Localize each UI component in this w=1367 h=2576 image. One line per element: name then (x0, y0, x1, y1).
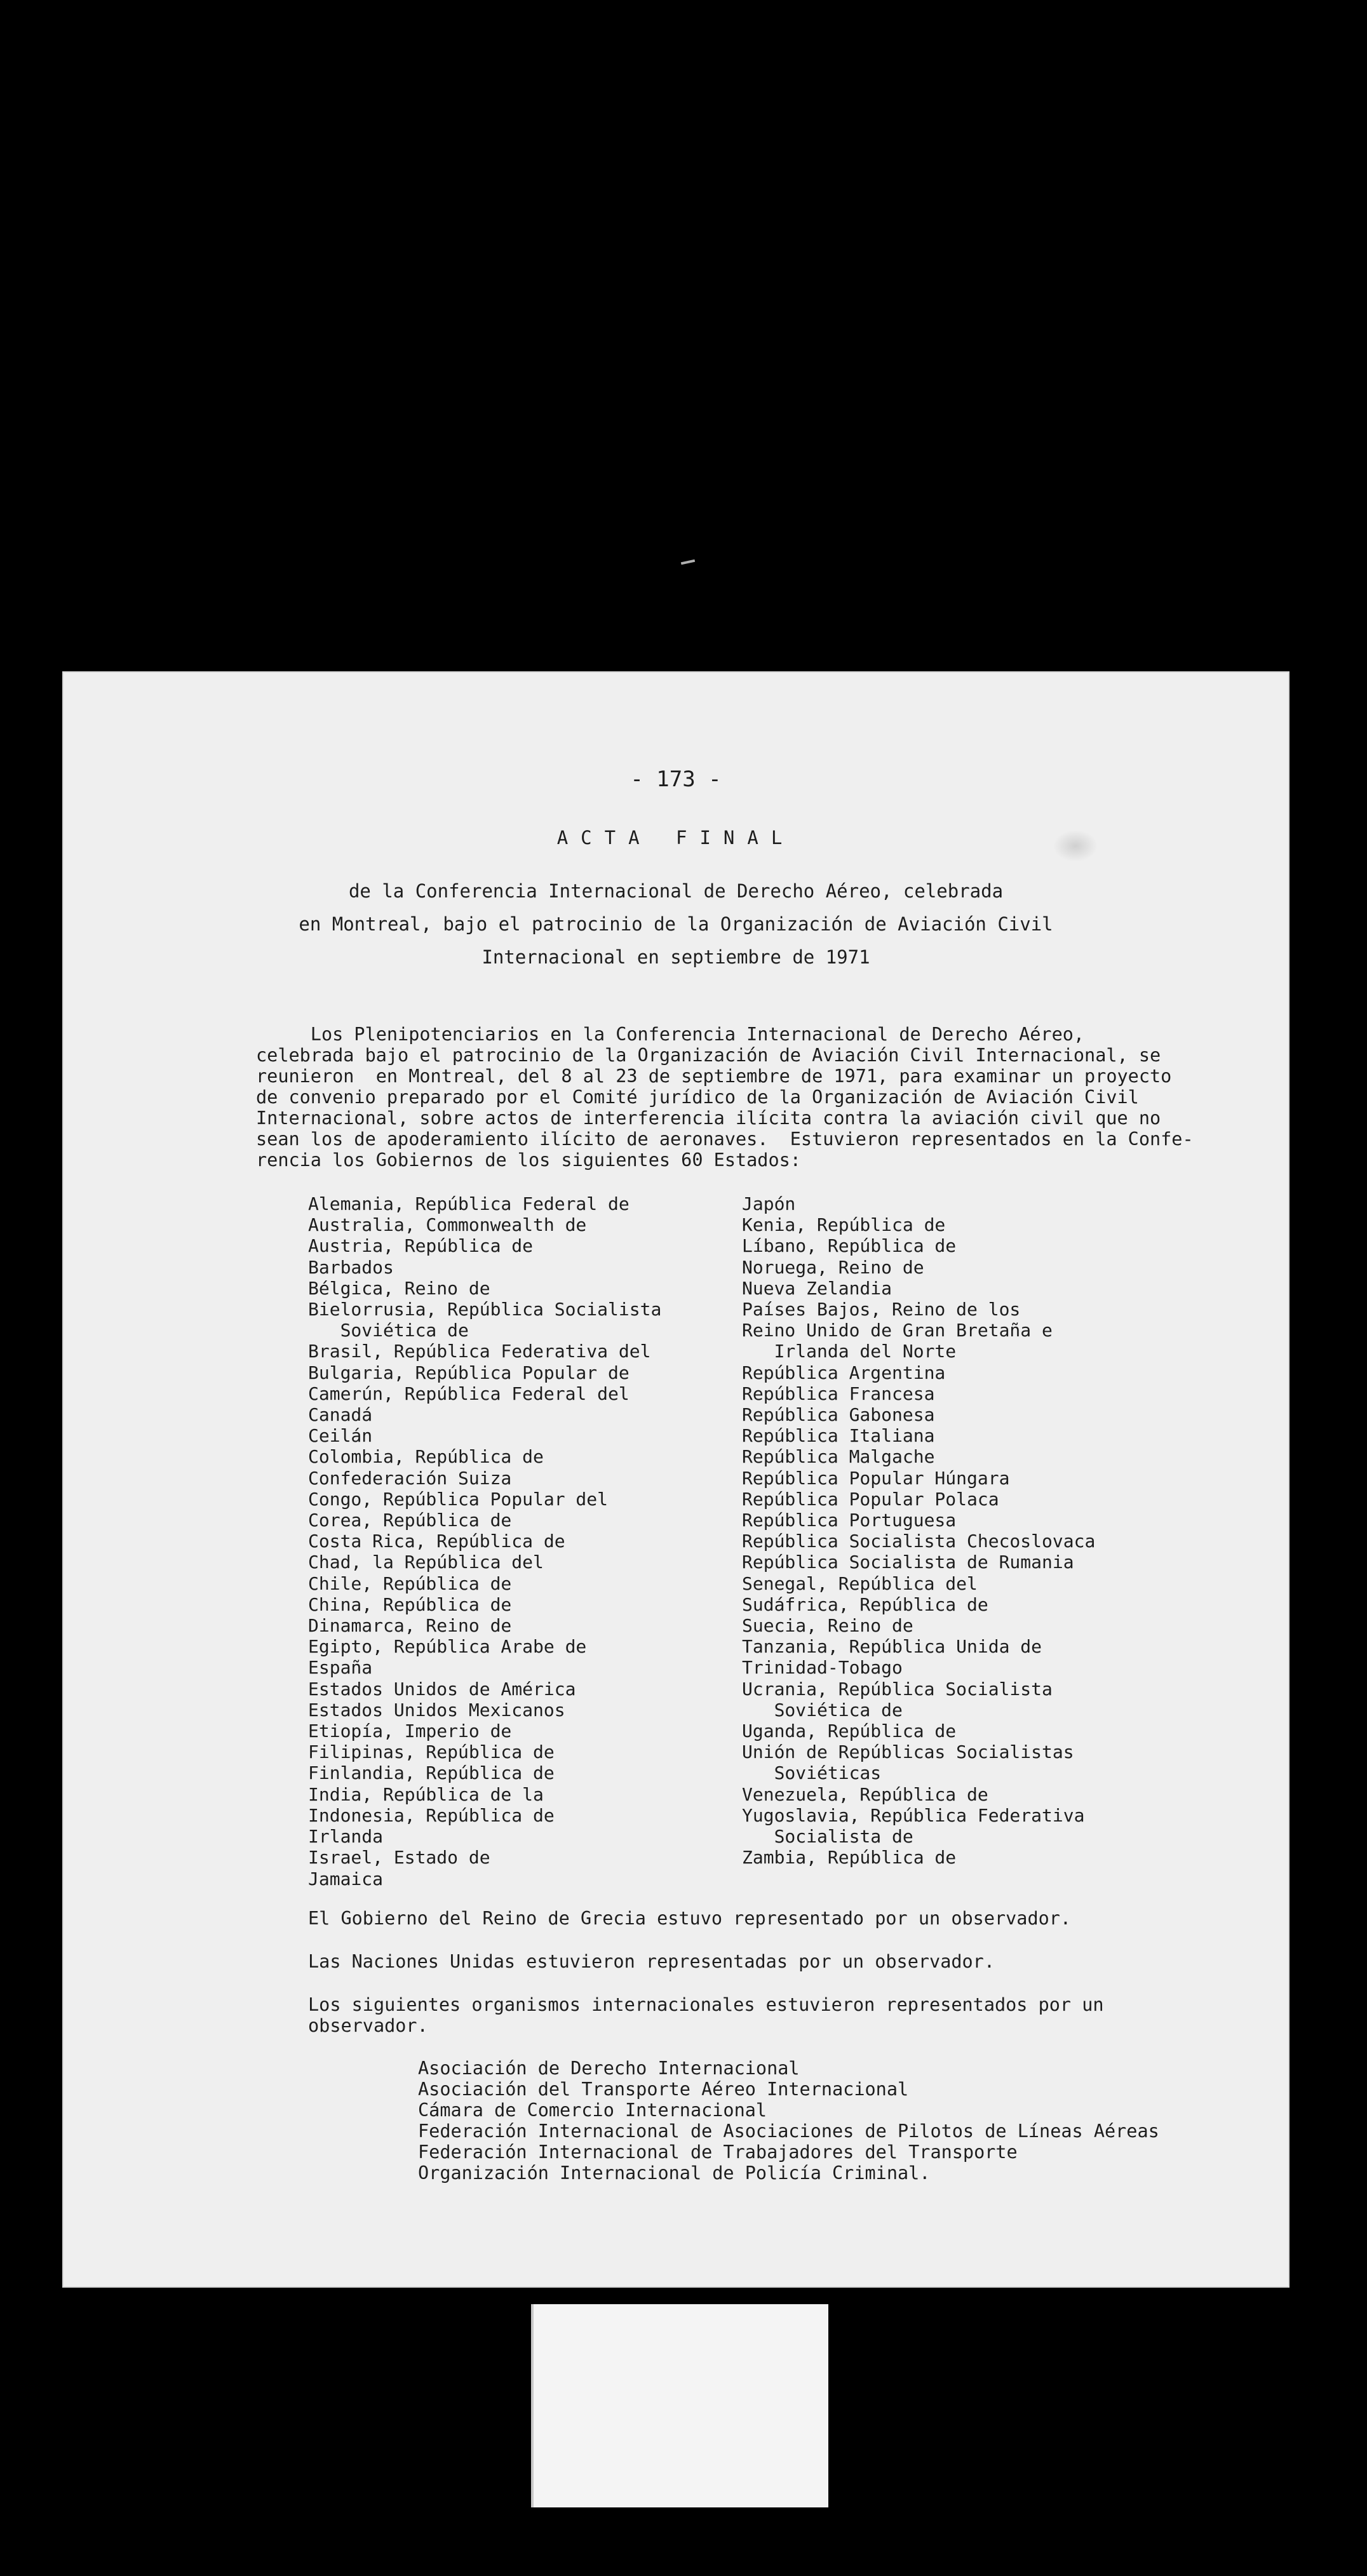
state-entry: Confederación Suiza (308, 1467, 512, 1489)
intro-line: Los Plenipotenciarios en la Conferencia Internacional de Derecho Aéreo, (256, 1024, 1085, 1045)
state-entry: Irlanda del Norte (742, 1341, 957, 1362)
state-entry: Venezuela, República de (742, 1783, 988, 1805)
intro-line: sean los de apoderamiento ilícito de aeronaves. Estuvieron representados en la Confe- (256, 1129, 1194, 1150)
subtitle-line: Internacional en septiembre de 1971 (481, 946, 870, 968)
state-entry: Sudáfrica, República de (742, 1593, 988, 1615)
state-entry: Dinamarca, Reino de (308, 1615, 512, 1637)
subtitle-line: en Montreal, bajo el patrocinio de la Organización de Aviación Civil (299, 913, 1053, 935)
state-entry: Zambia, República de (742, 1847, 957, 1868)
state-entry: Egipto, República Arabe de (308, 1636, 587, 1658)
state-entry: Ceilán (308, 1425, 373, 1447)
state-entry: República Gabonesa (742, 1404, 935, 1426)
page-number: - 173 - (630, 767, 722, 792)
state-entry: Barbados (308, 1256, 394, 1278)
intro-line: reunieron en Montreal, del 8 al 23 de septiembre de 1971, para examinar un proyecto (256, 1066, 1172, 1087)
state-entry: República Francesa (742, 1383, 935, 1404)
state-entry: Colombia, República de (308, 1446, 544, 1468)
organization-entry: Asociación del Transporte Aéreo Internacional (418, 2079, 909, 2100)
state-entry: República Italiana (742, 1425, 935, 1447)
state-entry: Reino Unido de Gran Bretaña e (742, 1320, 1053, 1341)
state-entry: Bielorrusia, República Socialista (308, 1299, 662, 1320)
organization-entry: Cámara de Comercio Internacional (418, 2100, 767, 2121)
state-entry: Socialista de (742, 1826, 913, 1848)
state-entry: Bulgaria, República Popular de (308, 1362, 630, 1383)
state-entry: Canadá (308, 1404, 373, 1426)
state-entry: Suecia, Reino de (742, 1615, 913, 1637)
state-entry: República Popular Húngara (742, 1467, 1010, 1489)
states-list-left (308, 1193, 727, 1889)
blank-target-card (531, 2304, 828, 2507)
state-entry: Brasil, República Federativa del (308, 1341, 651, 1362)
state-entry: República Socialista Checoslovaca (742, 1531, 1096, 1552)
state-entry: Israel, Estado de (308, 1847, 490, 1868)
state-entry: Noruega, Reino de (742, 1256, 924, 1278)
state-entry: Costa Rica, República de (308, 1531, 565, 1552)
state-entry: República Argentina (742, 1362, 946, 1383)
state-entry: España (308, 1657, 373, 1679)
observer-orgs-intro: Los siguientes organismos internacionales estuvieron representados por un observador. (308, 1994, 1104, 2036)
observer-notes (308, 1908, 1223, 2058)
state-entry: Chile, República de (308, 1573, 512, 1594)
state-entry: Senegal, República del (742, 1573, 978, 1594)
state-entry: Soviética de (742, 1699, 903, 1721)
state-entry: Finlandia, República de (308, 1762, 555, 1784)
document-title: ACTA FINAL (556, 827, 795, 849)
state-entry: Estados Unidos Mexicanos (308, 1699, 565, 1721)
observer-un-note: Las Naciones Unidas estuvieron representadas por un observador. (308, 1951, 995, 1972)
organization-entry: Federación Internacional de Trabajadores del Transporte (418, 2142, 1018, 2163)
film-speck (681, 560, 695, 565)
state-entry: Corea, República de (308, 1510, 512, 1531)
state-entry: Soviéticas (742, 1762, 882, 1784)
state-entry: Tanzania, República Unida de (742, 1636, 1042, 1658)
state-entry: India, República de la (308, 1783, 544, 1805)
states-list-right (742, 1193, 1225, 1868)
state-entry: República Socialista de Rumania (742, 1552, 1074, 1573)
state-entry: Bélgica, Reino de (308, 1277, 490, 1299)
state-entry: Filipinas, República de (308, 1741, 555, 1763)
subtitle-line: de la Conferencia Internacional de Derecho Aéreo, celebrada (348, 880, 1004, 902)
state-entry: Países Bajos, Reino de los (742, 1299, 1021, 1320)
state-entry: Líbano, República de (742, 1235, 957, 1257)
observer-greece-note: El Gobierno del Reino de Grecia estuvo representado por un observador. (308, 1908, 1072, 1929)
state-entry: Alemania, República Federal de (308, 1193, 630, 1214)
state-entry: Chad, la República del (308, 1552, 544, 1573)
state-entry: Estados Unidos de América (308, 1678, 576, 1700)
state-entry: Irlanda (308, 1826, 384, 1848)
intro-line: Internacional, sobre actos de interferencia ilícita contra la aviación civil que no (256, 1108, 1161, 1129)
intro-paragraph (256, 1024, 1237, 1171)
state-entry: Soviética de (308, 1320, 469, 1341)
intro-line: de convenio preparado por el Comité jurídico de la Organización de Aviación Civil (256, 1087, 1139, 1108)
state-entry: República Popular Polaca (742, 1488, 999, 1510)
organization-entry: Asociación de Derecho Internacional (418, 2058, 800, 2079)
organization-entry: Organización Internacional de Policía Criminal. (418, 2163, 931, 2184)
intro-line: rencia los Gobiernos de los siguientes 60 Estados: (256, 1150, 801, 1171)
state-entry: Ucrania, República Socialista (742, 1678, 1053, 1700)
organization-entry: Federación Internacional de Asociaciones de Pilotos de Líneas Aéreas (418, 2121, 1159, 2142)
state-entry: Australia, Commonwealth de (308, 1214, 587, 1236)
state-entry: Kenia, República de (742, 1214, 946, 1236)
state-entry: Nueva Zelandia (742, 1277, 892, 1299)
organizations-list (418, 2058, 1244, 2184)
state-entry: China, República de (308, 1593, 512, 1615)
state-entry: Congo, República Popular del (308, 1488, 609, 1510)
state-entry: Indonesia, República de (308, 1804, 555, 1826)
state-entry: Austria, República de (308, 1235, 534, 1257)
state-entry: República Malgache (742, 1446, 935, 1468)
state-entry: Trinidad-Tobago (742, 1657, 903, 1679)
state-entry: República Portuguesa (742, 1510, 957, 1531)
state-entry: Uganda, República de (742, 1721, 957, 1742)
document-page (62, 671, 1290, 2288)
state-entry: Camerún, República Federal del (308, 1383, 630, 1404)
state-entry: Etiopía, Imperio de (308, 1721, 512, 1742)
state-entry: Unión de Repúblicas Socialistas (742, 1741, 1074, 1763)
intro-line: celebrada bajo el patrocinio de la Organización de Aviación Civil Internacional, se (256, 1045, 1161, 1066)
document-subtitle (62, 875, 1290, 974)
state-entry: Yugoslavia, República Federativa (742, 1804, 1085, 1826)
state-entry: Japón (742, 1193, 796, 1214)
state-entry: Jamaica (308, 1868, 384, 1889)
